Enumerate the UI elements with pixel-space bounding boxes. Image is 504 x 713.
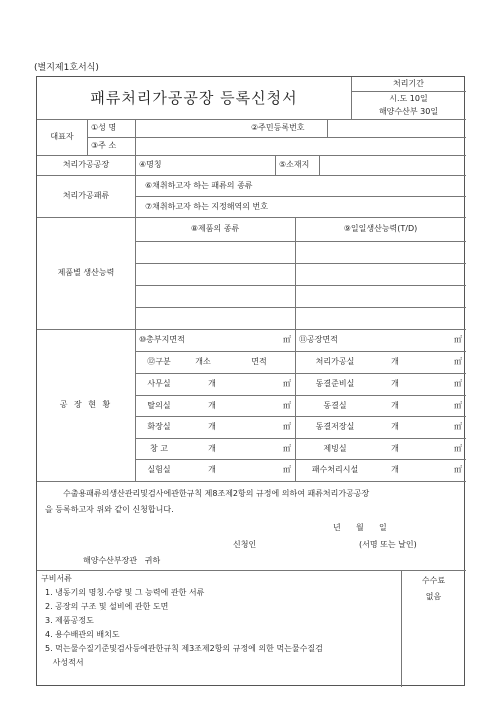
representative-label: 대표자 (50, 132, 74, 141)
fee-value: 없음 (425, 592, 442, 601)
room-changing-count-unit: 개 (208, 400, 216, 410)
required-doc-2: 2. 공장의 구조 및 설비에 관한 도면 (45, 602, 169, 611)
registration-form (36, 76, 465, 686)
room-lab-label: 실험실 (147, 465, 171, 474)
processing-period-label: 처리기간 (393, 79, 424, 88)
total-site-area-unit: ㎡ (283, 335, 291, 344)
declaration-text-line2: 을 등록하고자 위와 같이 신청합니다. (45, 505, 174, 514)
processing-period-ministry: 해양수산부 30일 (378, 106, 439, 116)
required-docs-label: 구비서류 (41, 574, 72, 583)
resident-number-value[interactable] (327, 119, 466, 137)
room-toilet-label: 화장실 (147, 422, 171, 431)
total-site-area-label: ⑩총부지면적 (139, 335, 185, 344)
room-toilet-area-unit: ㎡ (283, 422, 291, 431)
declaration-text-line1: 수출용패류의생산관리및검사에관한규칙 제8조제2항의 규정에 의하여 패류처리가공공장 (63, 489, 370, 498)
address-label: ③주 소 (91, 141, 117, 150)
required-doc-5-cont: 사성적서 (45, 658, 84, 667)
processing-room-unit: 개 (391, 357, 399, 366)
room-lab-count-unit: 개 (208, 465, 216, 474)
column-kind-header: ⑫구분 (147, 357, 171, 366)
form-number-label: (별지제1호서식) (34, 63, 99, 73)
column-area-header: 면적 (251, 357, 267, 366)
required-doc-4: 4. 용수배관의 배치도 (45, 630, 120, 639)
room-office-count-unit: 개 (208, 379, 216, 388)
name-value[interactable] (135, 119, 247, 137)
room-storage-label: 창 고 (150, 443, 168, 453)
applicant-label: 신청인 (233, 540, 257, 549)
room-freezing-count-unit: 개 (391, 400, 399, 410)
room-ice-making-area-unit: ㎡ (454, 443, 462, 453)
required-doc-3: 3. 제품공정도 (45, 616, 94, 625)
room-storage-count-unit: 개 (208, 443, 216, 453)
room-freeze-prep-count-unit: 개 (391, 379, 399, 388)
shellfish-kinds-label: ⑥채취하고자 하는 패류의 종류 (145, 180, 253, 190)
plant-location-value[interactable] (319, 155, 466, 175)
daily-capacity-header: ⑨일일생산능력(T/D) (343, 224, 418, 233)
plant-location-label: ⑤소재지 (279, 160, 310, 169)
room-freeze-prep-area-unit: ㎡ (454, 379, 462, 388)
room-ice-making-label: 제빙실 (323, 443, 347, 453)
room-freezing-area-unit: ㎡ (454, 400, 462, 410)
processing-period-city: 시.도 10일 (389, 93, 428, 103)
room-ice-making-count-unit: 개 (391, 443, 399, 453)
product-kind-header: ⑧제품의 종류 (190, 224, 240, 233)
address-value[interactable] (135, 137, 466, 155)
room-office-area-unit: ㎡ (283, 379, 291, 388)
processing-room-area-unit: ㎡ (454, 357, 462, 366)
resident-number-label: ②주민등록번호 (251, 123, 305, 132)
signature-or-seal[interactable]: (서명 또는 날인) (359, 540, 417, 549)
room-frozen-storage-label: 동결저장실 (315, 422, 355, 431)
plant-area-unit: ㎡ (454, 335, 462, 344)
room-changing-label: 탈의실 (147, 400, 171, 410)
name-label: ①성 명 (91, 123, 117, 132)
room-wastewater-area-unit: ㎡ (454, 465, 462, 474)
room-toilet-count-unit: 개 (208, 422, 216, 431)
room-frozen-storage-count-unit: 개 (391, 422, 399, 431)
plant-name-label: ④명칭 (139, 160, 162, 169)
facility-status-label: 공 장 현 황 (59, 400, 113, 409)
fee-label: 수수료 (421, 576, 446, 585)
production-capacity-label: 제품별 생산능력 (57, 268, 115, 277)
room-storage-area-unit: ㎡ (283, 443, 291, 453)
designated-area-label: ⑦채취하고자 하는 지정해역의 번호 (145, 201, 268, 211)
room-wastewater-count-unit: 개 (391, 465, 399, 474)
room-lab-area-unit: ㎡ (283, 465, 291, 474)
room-wastewater-label: 패수처리시설 (311, 465, 359, 474)
required-doc-1: 1. 냉동기의 명칭.수량 및 그 능력에 관한 서류 (45, 588, 205, 597)
plant-area-label: ⑪공장면적 (299, 335, 338, 344)
room-office-label: 사무실 (147, 379, 171, 388)
processing-room-label: 처리가공실 (315, 357, 355, 366)
plant-label: 처리가공공장 (62, 160, 110, 169)
recipient-line: 해양수산부장관 귀하 (83, 556, 161, 565)
form-title: 패류처리가공공장 등록신청서 (90, 88, 298, 107)
application-date[interactable]: 년 월 일 (333, 523, 387, 532)
room-freeze-prep-label: 동결준비실 (315, 379, 355, 388)
shellfish-label: 처리가공패류 (62, 191, 110, 200)
required-doc-5: 5. 먹는물수질기준및검사등에관한규칙 제3조제2항의 규정에 의한 먹는물수질검 (45, 644, 323, 653)
column-count-header: 개소 (195, 357, 211, 366)
room-frozen-storage-area-unit: ㎡ (454, 422, 462, 431)
room-changing-area-unit: ㎡ (283, 400, 291, 410)
room-freezing-label: 동결실 (323, 400, 347, 410)
